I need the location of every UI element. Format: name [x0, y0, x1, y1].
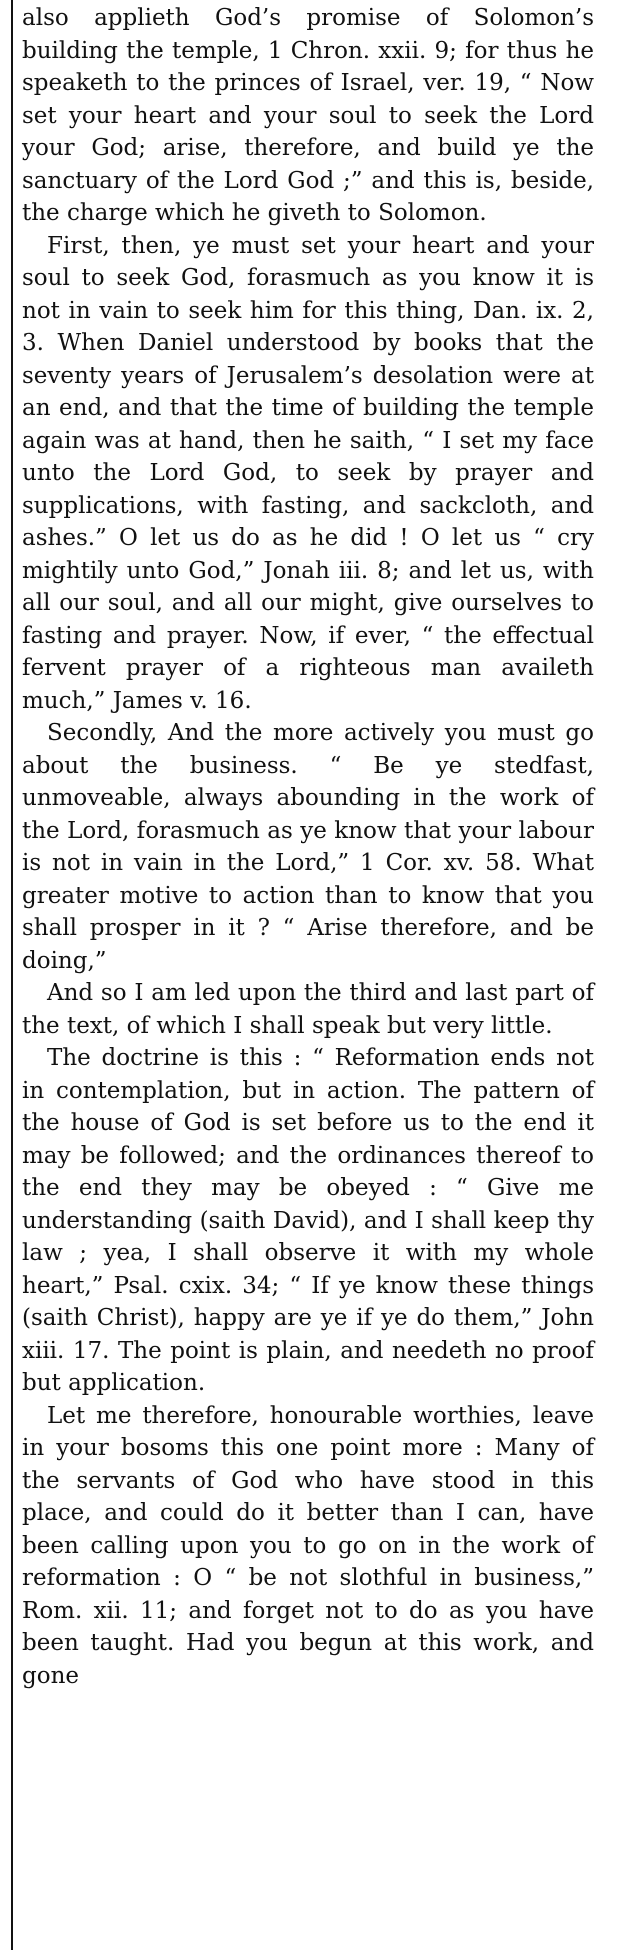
- margin-rule: [11, 0, 13, 1950]
- body-text: [22, 2, 594, 1692]
- paragraph-third-part: And so I am led upon the third and last part of the text, of which I shall speak but very little.: [22, 980, 594, 1039]
- paragraph-continuation: also applieth God’s promise of Solomon’s building the temple, 1 Chron. xxii. 9; for thus he speaketh to the princes of Israel, ver. 19, “ Now set your heart and your soul to seek the Lord your God; arise, therefore, and build ye the sanctuary of the Lord God ;” and this is, beside, the charge which he giveth to Solomon.: [22, 5, 594, 226]
- paragraph-first-then: First, then, ye must set your heart and your soul to seek God, forasmuch as you know it is not in vain to seek him for this thing, Dan. ix. 2, 3. When Daniel understood by books that the seventy years of Jerusalem’s desolation were at an end, and that the time of building the temple again was at hand, then he saith, “ I set my face unto the Lord God, to seek by prayer and supplications, with fasting, and sackcloth, and ashes.” O let us do as he did ! O let us “ cry mightily unto God,” Jonah iii. 8; and let us, with all our soul, and all our might, give ourselves to fasting and prayer. Now, if ever, “ the effectual fervent prayer of a righteous man availeth much,” James v. 16.: [22, 232, 594, 714]
- paragraph-doctrine: The doctrine is this : “ Reformation ends not in contemplation, but in action. The pattern of the house of God is set before us to the end it may be followed; and the ordinances thereof to the end they may be obeyed : “ Give me understanding (saith David), and I shall keep thy law ; yea, I shall observe it with my whole heart,” Psal. cxix. 34; “ If ye know these things (saith Christ), happy are ye if ye do them,” John xiii. 17. The point is plain, and needeth no proof but application.: [22, 1045, 594, 1396]
- paragraph-exhortation: Let me therefore, honourable worthies, leave in your bosoms this one point more : Many of the servants of God who have stood in this place, and could do it better than I can, have been calling upon you to go on in the work of reformation : O “ be not slothful in business,” Rom. xii. 11; and forget not to do as you have been taught. Had you begun at this work, and gone: [22, 1402, 594, 1689]
- paragraph-secondly: Secondly, And the more actively you must go about the business. “ Be ye stedfast, unmoveable, always abounding in the work of the Lord, forasmuch as ye know that your labour is not in vain in the Lord,” 1 Cor. xv. 58. What greater motive to action than to know that you shall prosper in it ? “ Arise therefore, and be doing,”: [22, 720, 594, 974]
